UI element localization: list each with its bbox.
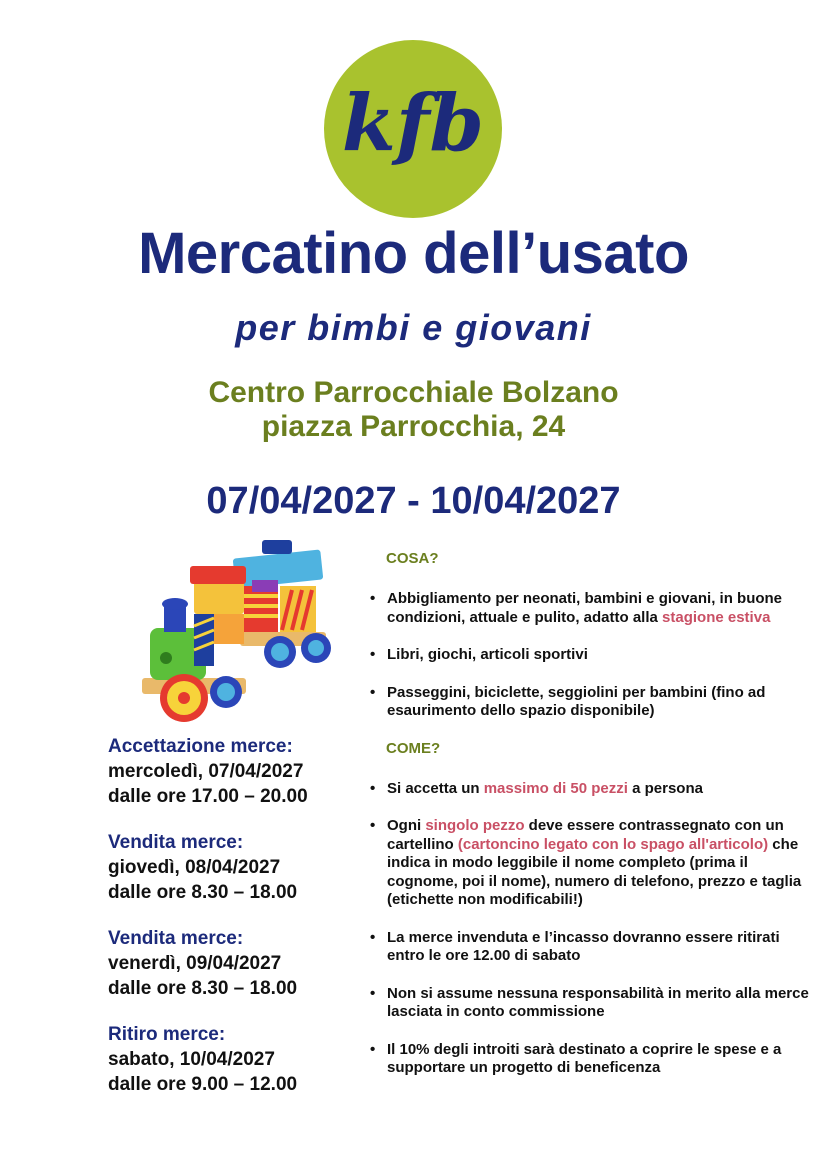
logo-text: kfb — [341, 78, 485, 169]
schedule-hours: dalle ore 8.30 – 18.00 — [108, 882, 298, 903]
bullet-icon: • — [370, 984, 376, 1002]
item-text: Passeggini, biciclette, seggiolini per bambini (fino ad esaurimento dello spazio disponibile) — [387, 683, 766, 719]
schedule-block — [108, 926, 368, 1001]
venue-name: Centro Parrocchiale Bolzano — [208, 376, 619, 409]
item-text: La merce invenduta e l’incasso dovranno essere ritirati entro le ore 12.00 di sabato — [387, 928, 780, 964]
bullet-icon: • — [370, 779, 376, 797]
schedule-hours: dalle ore 9.00 – 12.00 — [108, 1074, 298, 1095]
cosa-heading: COSA? — [386, 550, 439, 567]
schedule-day: giovedì, 08/04/2027 — [108, 857, 281, 878]
list-item — [368, 1041, 813, 1078]
come-heading: COME? — [386, 739, 441, 757]
kfb-logo — [322, 38, 504, 220]
venue-address: piazza Parrocchia, 24 — [261, 410, 566, 443]
item-text: Abbigliamento per neonati, bambini e giovani, in buone condizioni, attuale e pulito, adatto alla — [387, 590, 783, 626]
details — [368, 550, 813, 1097]
list-item — [368, 646, 813, 665]
item-text: Si accetta un — [387, 779, 484, 797]
list-item — [368, 684, 813, 721]
page-subtitle: per bimbi e giovani — [235, 307, 592, 348]
item-text: a persona — [627, 779, 703, 797]
list-item — [368, 817, 813, 910]
list-item — [368, 590, 813, 627]
schedule-hours: dalle ore 17.00 – 20.00 — [108, 786, 308, 807]
highlighted-text: (cartoncino legato con lo spago all'articolo) — [457, 835, 769, 853]
cosa-list — [368, 590, 813, 721]
schedule-heading: Vendita merce: — [108, 832, 244, 853]
highlighted-text: singolo pezzo — [425, 817, 525, 834]
schedule-block — [108, 830, 368, 905]
schedule-day: venerdì, 09/04/2027 — [108, 953, 282, 974]
item-text: Non si assume nessuna responsabilità in merito alla merce lasciata in conto commissione — [387, 984, 809, 1020]
item-text: che indica in modo leggibile il nome completo (prima il cognome, poi il nome), numero di telefono, prezzo e taglia (etichette non modificabili!) — [387, 835, 802, 908]
bullet-icon: • — [370, 683, 376, 701]
page-title: Mercatino dell’usato — [138, 221, 689, 286]
list-item — [368, 929, 813, 966]
highlighted-text: massimo di 50 pezzi — [483, 779, 628, 797]
venue — [0, 376, 827, 444]
item-text: Il 10% degli introiti sarà destinato a coprire le spese e a supportare un progetto di beneficenza — [387, 1040, 782, 1076]
schedule-block — [108, 734, 368, 809]
come-list — [368, 780, 813, 1078]
list-item — [368, 780, 813, 799]
schedule-day: sabato, 10/04/2027 — [108, 1049, 275, 1070]
event-dates: 07/04/2027 - 10/04/2027 — [206, 480, 621, 522]
bullet-icon: • — [370, 590, 376, 607]
list-item — [368, 985, 813, 1022]
highlighted-text: stagione estiva — [662, 608, 771, 626]
bullet-icon: • — [370, 928, 376, 946]
item-text: Ogni — [387, 817, 426, 834]
item-text: Libri, giochi, articoli sportivi — [387, 646, 588, 663]
schedule — [108, 734, 368, 1118]
schedule-hours: dalle ore 8.30 – 18.00 — [108, 978, 298, 999]
bullet-icon: • — [370, 646, 376, 663]
item-text: deve essere contrassegnato con un cartellino — [387, 817, 784, 853]
toy-train-icon — [132, 536, 332, 728]
bullet-icon: • — [370, 1040, 376, 1058]
schedule-heading: Ritiro merce: — [108, 1024, 226, 1045]
schedule-heading: Accettazione merce: — [108, 736, 293, 757]
bullet-icon: • — [370, 817, 376, 834]
schedule-heading: Vendita merce: — [108, 928, 244, 949]
schedule-day: mercoledì, 07/04/2027 — [108, 761, 304, 782]
schedule-block — [108, 1022, 368, 1097]
